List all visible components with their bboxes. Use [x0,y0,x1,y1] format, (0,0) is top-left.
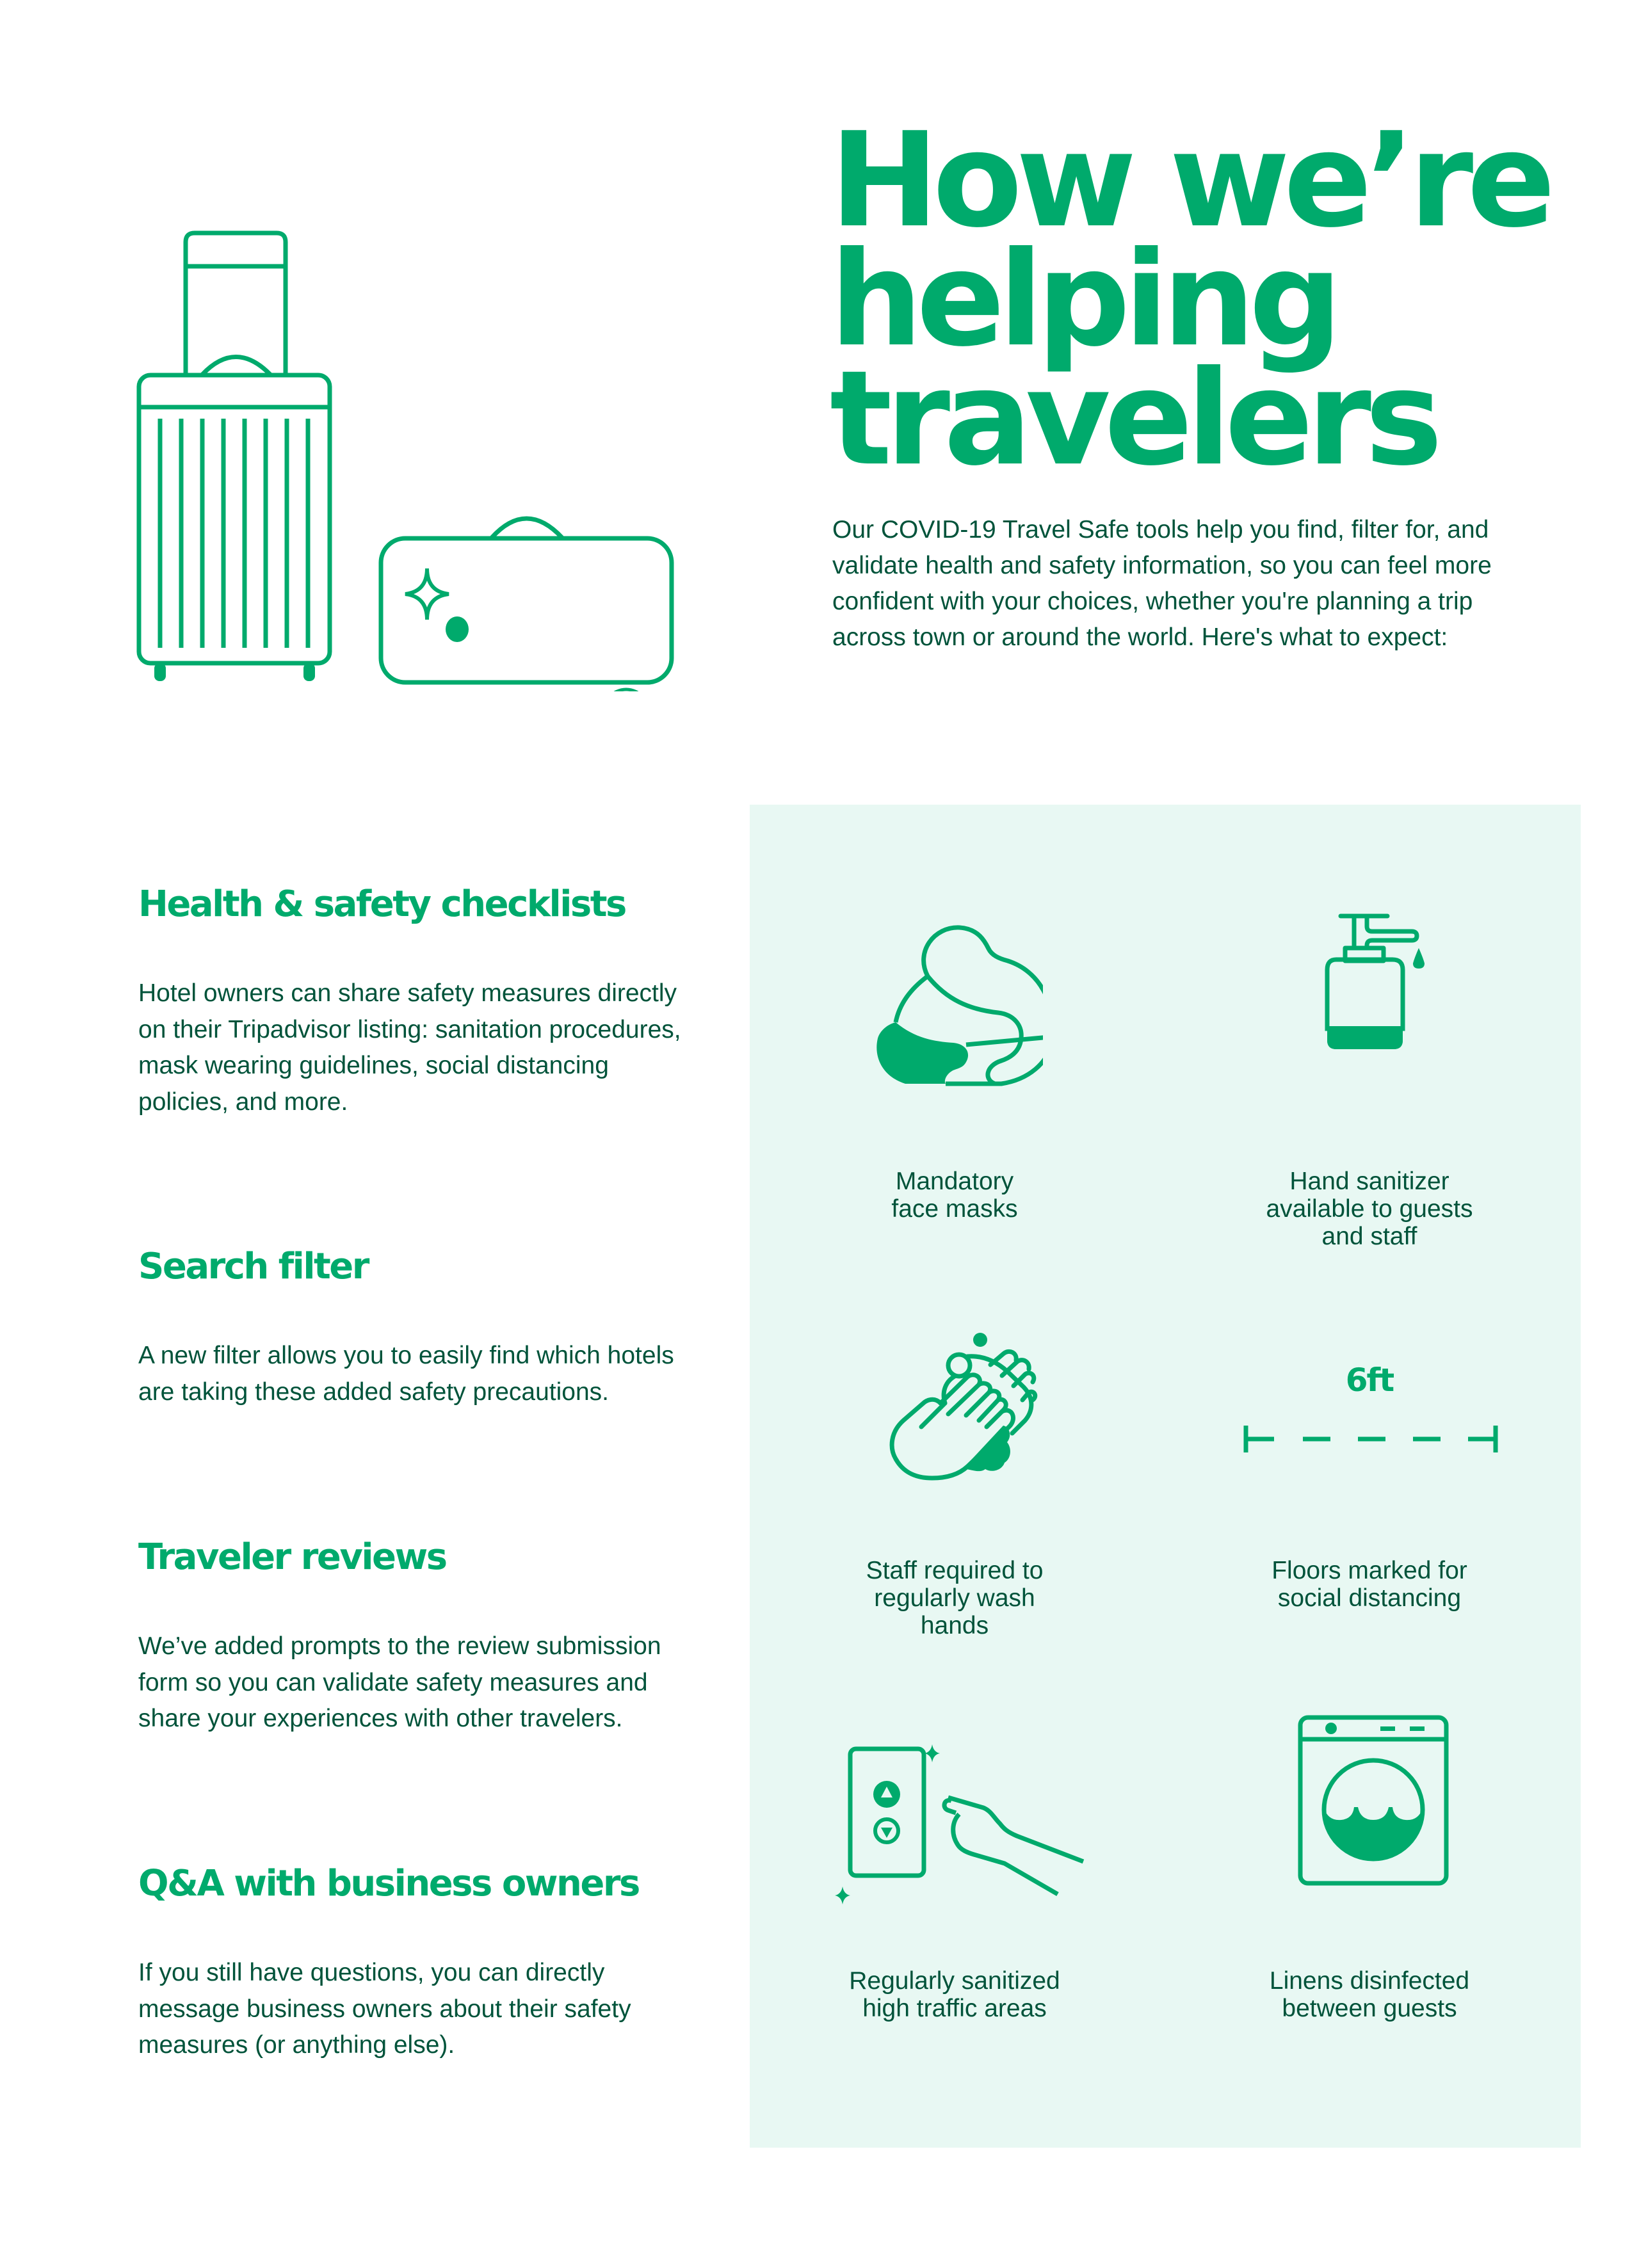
measure-label-line: Regularly sanitized [849,1967,1060,1995]
measure-label-line: high traffic areas [862,1995,1047,2022]
measure-label-line: available to guests [1266,1195,1473,1223]
measure-label-line: social distancing [1277,1584,1462,1612]
measure-label [1165,1967,1574,2022]
intro-paragraph: Our COVID-19 Travel Safe tools help you find, filter for, and validate health and safety information, so you can feel more confident with your choices, whether you're planning a trip across town or around the world. Here's what to expect: [832,516,1492,651]
measure-label-line: Staff required to [866,1557,1044,1584]
feature-qa-business-owners [138,1862,689,2064]
measure-social-distancing [1165,1253,1574,1701]
feature-heading: Search filter [138,1246,368,1287]
feature-search-filter [138,1244,689,1410]
measure-hand-washing [750,1253,1159,1701]
feature-body: Hotel owners can share safety measures directly on their Tripadvisor listing: sanitation procedures, mask wearing guidelines, social distancing policies, and more. [138,979,681,1116]
hand-washing-icon [865,1310,1038,1483]
hand-sanitizer-icon [1298,907,1426,1054]
page-title-line-2: helping [830,224,1336,376]
luggage-illustration [128,218,691,691]
measure-label [1165,1168,1574,1250]
tripadvisor-owl-logo [601,689,652,691]
distance-label: 6ft [1345,1362,1394,1399]
distance-marker-icon [1243,1419,1499,1458]
feature-health-safety-checklists [138,882,689,1120]
measure-label-line: and staff [1321,1223,1417,1250]
measure-label [1165,1557,1574,1612]
measure-label-line: face masks [891,1195,1018,1223]
measure-label [750,1557,1159,1639]
measure-face-masks [750,805,1159,1253]
measure-label-line: hands [920,1612,989,1639]
feature-heading: Health & safety checklists [138,883,626,925]
measure-label [750,1168,1159,1223]
feature-heading: Traveler reviews [138,1536,446,1578]
briefcase-icon [381,519,672,682]
feature-body: We’ve added prompts to the review submission form so you can validate safety measures and share your experiences with other travelers. [138,1632,661,1732]
measure-linens-disinfected [1165,1701,1574,2148]
measure-label-line: regularly wash [874,1584,1035,1612]
sparkle-icon [405,568,449,620]
feature-heading: Q&A with business owners [138,1863,639,1904]
measure-label-line: between guests [1282,1995,1457,2022]
feature-traveler-reviews [138,1535,689,1737]
feature-body: If you still have questions, you can directly message business owners about their safety measures (or anything else). [138,1959,631,2059]
page-title-line-1: How we’re [830,105,1549,257]
face-mask-icon [870,920,1043,1086]
dot-decoration [446,616,469,642]
suitcase-wheels [154,663,315,681]
feature-body: A new filter allows you to easily find which hotels are taking these added safety precautions. [138,1342,674,1406]
elevator-button-icon [830,1714,1111,1906]
washing-machine-icon [1296,1714,1450,1893]
page-title [830,105,1549,495]
measure-high-traffic-areas [750,1701,1159,2148]
measure-label [750,1967,1159,2022]
page-title-line-3: travelers [830,343,1437,495]
measure-label-line: Mandatory [895,1168,1014,1195]
measure-label-line: Linens disinfected [1269,1967,1470,1995]
measure-hand-sanitizer [1165,805,1574,1253]
rolling-suitcase-icon [139,233,330,663]
measure-label-line: Hand sanitizer [1289,1168,1449,1195]
measure-label-line: Floors marked for [1272,1557,1467,1584]
